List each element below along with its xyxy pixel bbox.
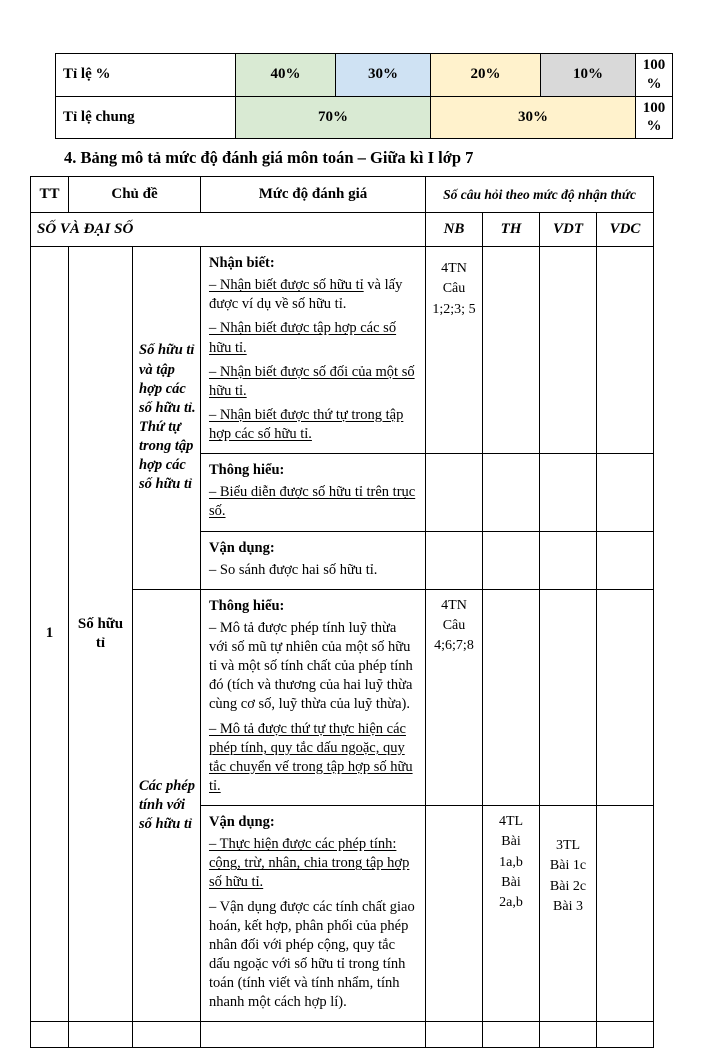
criteria-cell — [201, 806, 426, 1022]
criteria-item: – Mô tả được phép tính luỹ thừa với số mũ tự nhiên của một số hữu tỉ và một số tính chất của phép tính đó (tích và thương của hai luỹ thừa cùng cơ số, luỹ thừa của luỹ thừa). — [209, 619, 413, 713]
empty-cell — [597, 454, 654, 531]
criteria-level-heading: Nhận biết: — [209, 255, 275, 271]
count-line: 4TN — [441, 261, 467, 276]
matrix-empty-row — [31, 1022, 654, 1048]
ratio-value-vdt: 20% — [431, 54, 541, 97]
ratio-row-overall — [56, 96, 673, 139]
ratio-overall-total: 100 % — [636, 96, 673, 139]
ratio-value-nb: 40% — [236, 54, 336, 97]
empty-cell — [426, 531, 483, 589]
count-line: Bài — [501, 874, 521, 890]
empty-cell — [597, 247, 654, 454]
empty-cell — [597, 806, 654, 1022]
topic-cell: Số hữu tỉ — [69, 247, 133, 1022]
count-line: 3TL — [555, 838, 581, 853]
criteria-item: – Nhận biết được số đối của một số hữu tỉ. — [209, 363, 415, 399]
column-vdc: VDC — [597, 213, 654, 247]
empty-cell — [597, 531, 654, 589]
header-topic: Chủ đề — [69, 177, 201, 213]
count-cell-th — [483, 806, 540, 1022]
ratio-total: 100 % — [636, 54, 673, 97]
empty-cell — [483, 1022, 540, 1048]
count-line: Bài 2c — [549, 878, 587, 894]
criteria-level-heading: Thông hiểu: — [209, 597, 285, 614]
count-line: Câu — [442, 281, 466, 297]
empty-cell — [426, 1022, 483, 1048]
ratio-value-vdc: 10% — [541, 54, 636, 97]
criteria-level-heading: Vận dụng: — [209, 539, 275, 556]
empty-cell — [31, 1022, 69, 1048]
empty-cell — [483, 589, 540, 805]
empty-cell — [483, 454, 540, 531]
empty-cell — [426, 454, 483, 531]
empty-cell — [483, 531, 540, 589]
ratio-overall-second: 30% — [431, 96, 636, 139]
page-heading: 4. Bảng mô tả mức độ đánh giá môn toán – Giữa kì I lớp 7 — [64, 148, 474, 167]
header-level: Mức độ đánh giá — [201, 177, 426, 213]
ratio-table — [55, 53, 673, 139]
empty-cell — [597, 589, 654, 805]
count-line: 1;2;3; 5 — [432, 301, 476, 317]
criteria-cell — [201, 247, 426, 454]
count-line: 4TL — [498, 814, 524, 829]
matrix-header-row — [31, 177, 654, 213]
count-line: Câu — [442, 618, 466, 634]
criteria-item: – Thực hiện được các phép tính: cộng, trừ, nhân, chia trong tập hợp số hữu tỉ. — [209, 836, 410, 891]
criteria-level-heading: Vận dụng: — [209, 814, 275, 830]
empty-cell — [483, 247, 540, 454]
empty-cell — [597, 1022, 654, 1048]
criteria-cell — [201, 531, 426, 589]
empty-cell — [69, 1022, 133, 1048]
ratio-percent-label: Tỉ lệ % — [56, 54, 236, 97]
section-title: SỐ VÀ ĐẠI SỐ — [31, 213, 426, 247]
count-line: Bài 1c — [549, 858, 587, 874]
ratio-value-th: 30% — [336, 54, 431, 97]
subtopic-cell: Số hữu tỉ và tập hợp các số hữu tỉ. Thứ tự trong tập hợp các số hữu tỉ — [133, 247, 201, 590]
ratio-row-percent — [56, 54, 673, 97]
criteria-item: – Vận dụng được các tính chất giao hoán, kết hợp, phân phối của phép nhân đối với phép cộng, quy tắc dấu ngoặc với số hữu tỉ trong tính toán (tính viết và tính nhẩm, tính nhanh một cách hợp lí). — [209, 898, 415, 1011]
column-nb: NB — [426, 213, 483, 247]
empty-cell — [426, 806, 483, 1022]
criteria-item: – Biểu diễn được số hữu tỉ trên trục số. — [209, 484, 416, 520]
criteria-item: – Nhận biết được thứ tự trong tập hợp các số hữu tỉ. — [209, 406, 404, 442]
criteria-item: – Mô tả được thứ tự thực hiện các phép tính, quy tắc dấu ngoặc, quy tắc chuyển vế trong tập hợp số hữu tỉ. — [209, 720, 413, 794]
subtopic-cell: Các phép tính với số hữu tỉ — [133, 589, 201, 1022]
header-questions: Số câu hỏi theo mức độ nhận thức — [426, 177, 654, 213]
count-line: 4;6;7;8 — [434, 638, 474, 654]
count-line: 4TN — [441, 597, 467, 613]
empty-cell — [540, 247, 597, 454]
ratio-overall-first: 70% — [236, 96, 431, 139]
criteria-item: – So sánh được hai số hữu tỉ. — [209, 561, 378, 578]
empty-cell — [133, 1022, 201, 1048]
matrix-row-nhan-biet — [31, 247, 654, 454]
column-vdt: VDT — [540, 213, 597, 247]
count-line: 2a,b — [499, 895, 523, 911]
empty-cell — [201, 1022, 426, 1048]
assessment-matrix-table — [30, 176, 654, 1048]
criteria-level-heading: Thông hiểu: — [209, 462, 285, 479]
ratio-overall-label: Tỉ lệ chung — [56, 96, 236, 139]
tt-number-cell: 1 — [31, 247, 69, 1022]
empty-cell — [540, 589, 597, 805]
empty-cell — [540, 1022, 597, 1048]
empty-cell — [540, 531, 597, 589]
empty-cell — [540, 454, 597, 531]
count-cell-nb — [426, 247, 483, 454]
criteria-cell — [201, 589, 426, 805]
criteria-cell — [201, 454, 426, 531]
matrix-section-row — [31, 213, 654, 247]
count-cell-nb — [426, 589, 483, 805]
count-cell-vdt — [540, 806, 597, 1022]
count-line: Bài — [501, 834, 521, 850]
count-line: Bài 3 — [553, 898, 583, 914]
header-tt: TT — [31, 177, 69, 213]
count-line: 1a,b — [499, 854, 523, 870]
criteria-item: – Nhận biết được tập hợp các số hữu tỉ. — [209, 320, 397, 356]
column-th: TH — [483, 213, 540, 247]
criteria-item: – Nhận biết được số hữu tỉ và lấy được ví dụ về số hữu tỉ. — [209, 277, 403, 313]
